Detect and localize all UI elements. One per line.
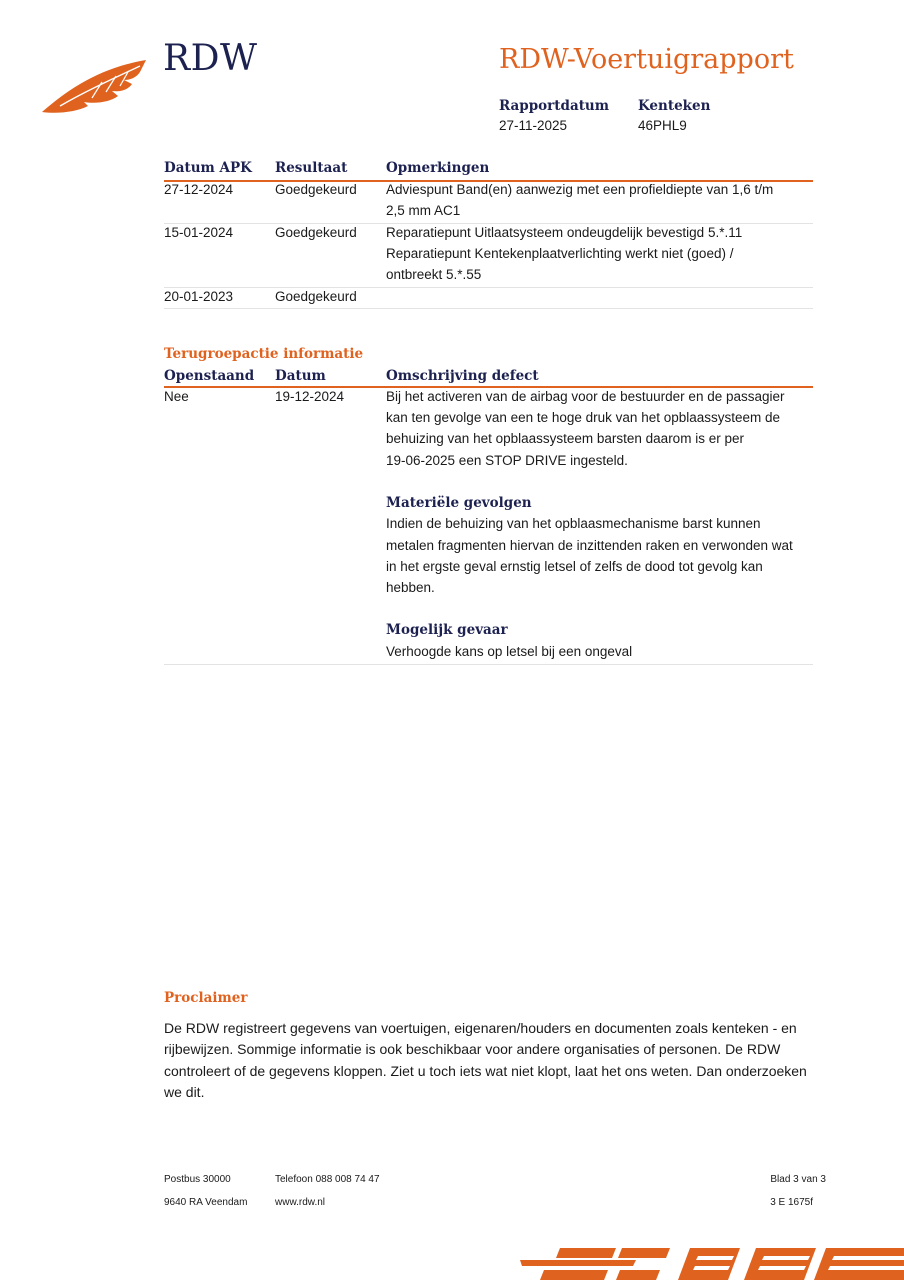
recall-description-line: kan ten gevolge van een te hoge druk van het opblaassysteem de <box>386 410 781 425</box>
rdw-wing-icon <box>40 58 148 114</box>
apk-result: Goedgekeurd <box>275 289 357 304</box>
report-title: RDW-Voertuigrapport <box>499 44 794 75</box>
apk-table <box>164 160 813 310</box>
consequences-line: hebben. <box>386 580 435 595</box>
recall-date-value: 19-12-2024 <box>275 389 345 404</box>
row-divider <box>164 664 813 665</box>
consequences-title: Materiële gevolgen <box>386 495 532 511</box>
recall-header-open: Openstaand <box>164 368 255 384</box>
apk-date: 20-01-2023 <box>164 289 234 304</box>
footer-phone: Telefoon 088 008 74 47 <box>275 1174 380 1185</box>
footer-document-code: 3 E 1675f <box>770 1197 813 1208</box>
report-date-label: Rapportdatum <box>499 98 610 114</box>
apk-remark-line: Reparatiepunt Uitlaatsysteem ondeugdelijk bevestigd 5.*.11 <box>386 225 743 240</box>
apk-remark-line: ontbreekt 5.*.55 <box>386 267 482 282</box>
apk-header-date: Datum APK <box>164 160 252 176</box>
recall-open-value: Nee <box>164 389 189 404</box>
apk-header-remarks: Opmerkingen <box>386 160 490 176</box>
plate-value: 46PHL9 <box>638 118 687 133</box>
danger-title: Mogelijk gevaar <box>386 622 508 638</box>
consequences-line: metalen fragmenten hiervan de inzittenden raken en verwonden wat <box>386 538 793 553</box>
consequences-line: Indien de behuizing van het opblaasmechanisme barst kunnen <box>386 516 761 531</box>
consequences-line: in het ergste geval ernstig letsel of zelfs de dood tot gevolg kan <box>386 559 763 574</box>
recall-header-date: Datum <box>275 368 326 384</box>
apk-header-result: Resultaat <box>275 160 348 176</box>
footer-page-number: Blad 3 van 3 <box>770 1174 826 1185</box>
apk-remark-line: Adviespunt Band(en) aanwezig met een profieldiepte van 1,6 t/m <box>386 182 774 197</box>
recall-header-description: Omschrijving defect <box>386 368 539 384</box>
footer-postbus: Postbus 30000 <box>164 1174 231 1185</box>
recall-description-line: behuizing van het opblaassysteem barsten daarom is er per <box>386 431 744 446</box>
danger-text: Verhoogde kans op letsel bij een ongeval <box>386 644 633 659</box>
apk-date: 15-01-2024 <box>164 225 234 240</box>
recall-table <box>164 346 813 666</box>
apk-date: 27-12-2024 <box>164 182 234 197</box>
report-date-value: 27-11-2025 <box>499 118 568 133</box>
footer-city: 9640 RA Veendam <box>164 1197 248 1208</box>
apk-remark-line: Reparatiepunt Kentekenplaatverlichting werkt niet (goed) / <box>386 246 734 261</box>
row-divider <box>164 308 813 309</box>
proclaimer-title: Proclaimer <box>164 990 248 1006</box>
apk-remark-line: 2,5 mm AC1 <box>386 203 461 218</box>
recall-section-title: Terugroepactie informatie <box>164 346 364 362</box>
recall-description-line: Bij het activeren van de airbag voor de bestuurder en de passagier <box>386 389 785 404</box>
rdw-logo-text: RDW <box>163 38 258 79</box>
plate-label: Kenteken <box>638 98 711 114</box>
proclaimer-text: De RDW registreert gegevens van voertuigen, eigenaren/houders en documenten zoals kenteken - en rijbewijzen. Sommige informatie is ook beschikbaar voor andere organisaties of personen. De RDW controleert of de gegevens kloppen. Ziet u toch iets wat niet klopt, laat het ons weten. Dan onderzoeken we dit. <box>164 1020 807 1100</box>
apk-result: Goedgekeurd <box>275 225 357 240</box>
apk-result: Goedgekeurd <box>275 182 357 197</box>
recall-description-line: 19-06-2025 een STOP DRIVE ingesteld. <box>386 453 628 468</box>
rdw-stripes-icon <box>520 1244 904 1280</box>
footer-website[interactable]: www.rdw.nl <box>275 1197 326 1208</box>
row-divider <box>164 287 813 288</box>
